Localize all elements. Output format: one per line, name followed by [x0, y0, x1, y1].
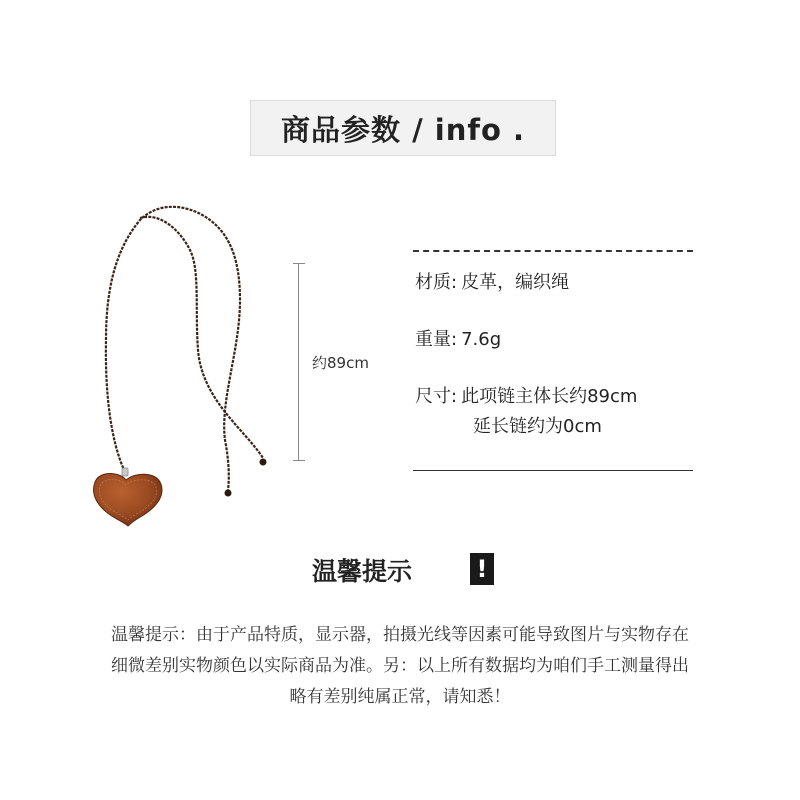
exclamation-icon: ! — [470, 553, 494, 585]
spec-size — [415, 382, 637, 442]
spec-weight-key: 重量: — [415, 329, 458, 350]
notice-line-3: 略有差别纯属正常，请知悉！ — [289, 687, 511, 707]
spec-bottom-divider — [413, 470, 693, 471]
spec-material-value: 皮革，编织绳 — [461, 272, 570, 293]
spec-size-key: 尺寸: — [415, 386, 458, 407]
header-banner — [250, 100, 556, 156]
cord-knot — [260, 459, 267, 466]
length-label: 约89cm — [312, 354, 369, 372]
pendant-bail — [122, 468, 128, 476]
tips-title: 温馨提示 — [312, 557, 413, 586]
spec-material — [415, 268, 569, 298]
notice-line-1: 温馨提示：由于产品特质，显示器，拍摄光线等因素可能导致图片与实物存在 — [111, 625, 689, 645]
spec-top-divider — [413, 250, 693, 252]
length-indicator — [293, 263, 305, 461]
cord-knot — [225, 490, 232, 497]
spec-size-value-line1: 此项链主体长约89cm — [461, 386, 638, 407]
spec-size-value-line2: 延长链约为0cm — [473, 416, 602, 437]
necklace-image — [80, 190, 280, 530]
notice-line-2: 细微差别实物颜色以实际商品为准。另：以上所有数据均为咱们手工测量得出 — [111, 656, 689, 676]
tips-notice — [40, 620, 760, 713]
spec-weight-value: 7.6g — [461, 329, 502, 350]
cord-right — [140, 217, 263, 458]
cord-left — [106, 207, 240, 490]
spec-material-key: 材质: — [415, 272, 458, 293]
spec-weight — [415, 325, 501, 355]
heart-pendant — [94, 474, 162, 527]
header-title: 商品参数 / info . — [280, 112, 526, 147]
